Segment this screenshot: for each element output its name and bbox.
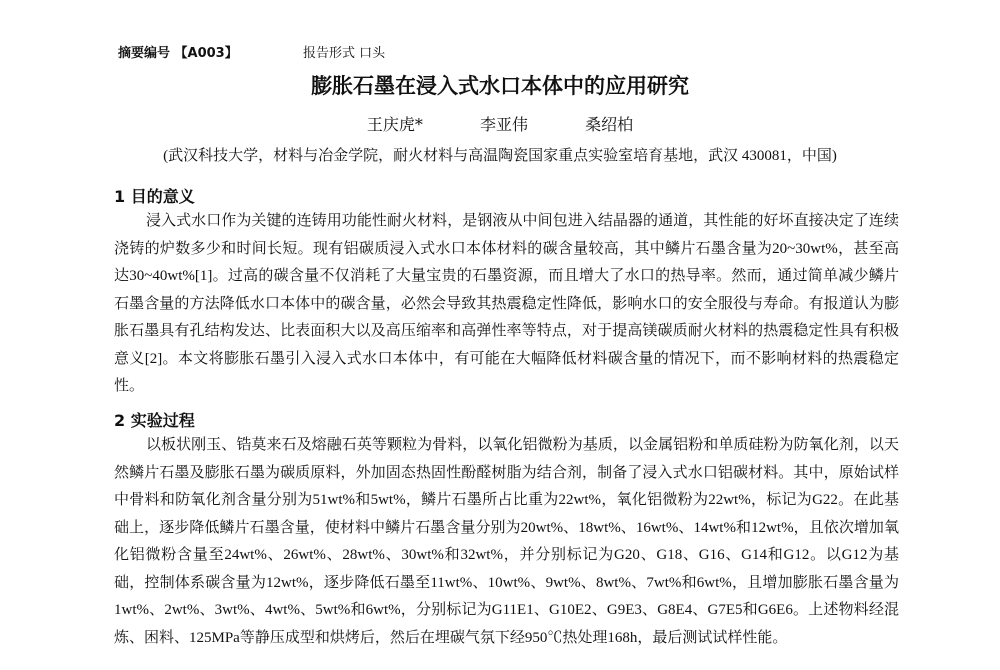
abstract-meta bbox=[118, 42, 386, 61]
abstract-number: 摘要编号 【A003】 bbox=[118, 46, 238, 61]
author-list bbox=[0, 112, 1000, 135]
section-heading: 2 实验过程 bbox=[114, 411, 195, 430]
author-name: 王庆虎* bbox=[366, 115, 423, 134]
section-paragraph: 以板状刚玉、锆莫来石及熔融石英等颗粒为骨料，以氧化铝微粉为基质，以金属铝粉和单质硅粉为防氧化剂，以天然鳞片石墨及膨胀石墨为碳质原料，外加固态热固性酚醛树脂为结合剂，制备了浸入式水口铝碳材料。其中，原始试样中骨料和防氧化剂含量分别为51wt%和5wt%，鳞片石墨所占比重为22wt%，氧化铝微粉为22wt%，标记为G22。在此基础上，逐步降低鳞片石墨含量，使材料中鳞片石墨含量分别为20wt%、18wt%、16wt%、14wt%和12wt%，且依次增加氧化铝微粉含量至24wt%、26wt%、28wt%、30wt%和32wt%，并分别标记为G20、G18、G16、G14和G12。以G12为基础，控制体系碳含量为12wt%，逐步降低石墨至11wt%、10wt%、9wt%、8wt%、7wt%和6wt%，且增加膨胀石墨含量为1wt%、2wt%、3wt%、4wt%、5wt%和6wt%，分别标记为G11E1、G10E2、G9E3、G8E4、G7E5和G6E6。上述物料经混炼、困料、125MPa等静压成型和烘烤后，然后在埋碳气氛下经950℃热处理168h，最后测试试样性能。 bbox=[114, 437, 899, 646]
report-format: 报告形式 口头 bbox=[303, 46, 386, 61]
section-paragraph: 浸入式水口作为关键的连铸用功能性耐火材料，是钢液从中间包进入结晶器的通道，其性能的好坏直接决定了连续浇铸的炉数多少和时间长短。现有铝碳质浸入式水口本体材料的碳含量较高，其中鳞片石墨含量为20~30wt%，甚至高达30~40wt%[1]。过高的碳含量不仅消耗了大量宝贵的石墨资源，而且增大了水口的热导率。然而，通过简单减少鳞片石墨含量的方法降低水口本体中的碳含量，必然会导致其热震稳定性降低，影响水口的安全服役与寿命。有报道认为膨胀石墨具有孔结构发达、比表面积大以及高压缩率和高弹性率等特点，对于提高镁碳质耐火材料的热震稳定性具有积极意义[2]。本文将膨胀石墨引入浸入式水口本体中，有可能在大幅降低材料碳含量的情况下，而不影响材料的热震稳定性。 bbox=[114, 213, 899, 394]
section-heading: 1 目的意义 bbox=[114, 187, 195, 206]
author-name: 李亚伟 bbox=[479, 115, 528, 134]
author-name: 桑绍柏 bbox=[585, 115, 634, 134]
affiliation: (武汉科技大学，材料与冶金学院，耐火材料与高温陶瓷国家重点实验室培育基地，武汉 430081，中国) bbox=[163, 148, 837, 164]
paper-title: 膨胀石墨在浸入式水口本体中的应用研究 bbox=[311, 74, 689, 98]
